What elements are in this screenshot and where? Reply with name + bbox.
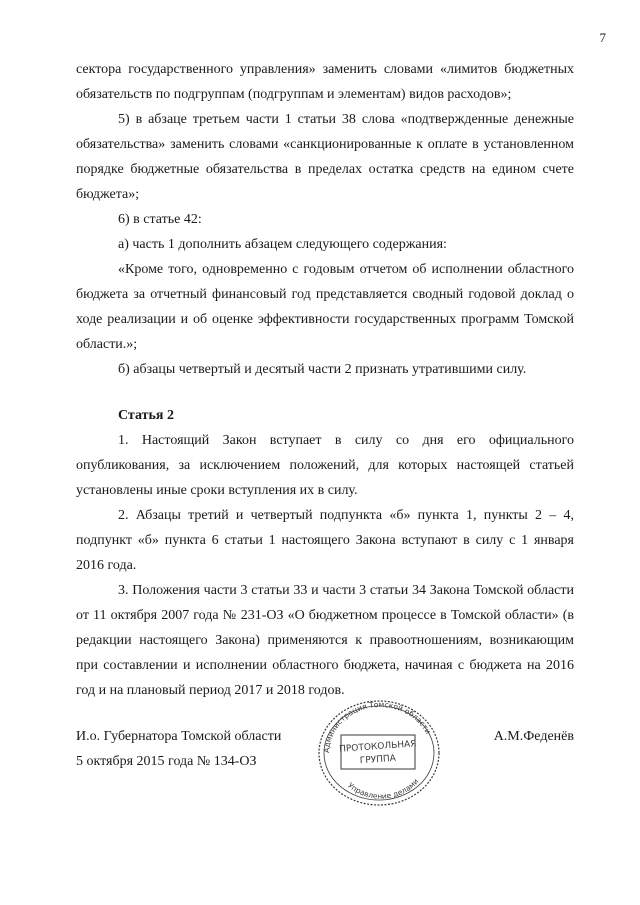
paragraph: 2. Абзацы третий и четвертый подпункта «б» пункта 1, пункты 2 – 4, подпункт «б» пункта 6 статьи 1 настоящего Закона вступают в силу с 1 января 2016 года. xyxy=(76,508,574,573)
paragraph: 1. Настоящий Закон вступает в силу со дня его официального опубликования, за исключением положений, для которых настоящей статьей установлены иные сроки вступления их в силу. xyxy=(76,433,574,498)
signatory-title: И.о. Губернатора Томской области xyxy=(76,729,282,744)
law-date-number: 5 октября 2015 года № 134-ОЗ xyxy=(76,754,257,769)
official-stamp xyxy=(313,697,443,807)
paragraph: а) часть 1 дополнить абзацем следующего содержания: xyxy=(118,237,447,252)
paragraph: 5) в абзаце третьем части 1 статьи 38 слова «подтвержденные денежные обязательства» заменить словами «санкционированные к оплате в установленном порядке бюджетные обязательства в пределах остатка средств на едином счете бюджета»; xyxy=(76,112,574,202)
paragraph: б) абзацы четвертый и десятый части 2 признать утратившими силу. xyxy=(118,362,527,377)
article-heading: Статья 2 xyxy=(118,408,174,423)
paragraph: 3. Положения части 3 статьи 33 и части 3 статьи 34 Закона Томской области от 11 октября 2007 года № 231-ОЗ «О бюджетном процессе в Томской области» (в редакции настоящего Закона) применяются к правоотношениям, возникающим при составлении и исполнении областного бюджета, начиная с бюджета на 2016 год и на плановый период 2017 и 2018 годов. xyxy=(76,583,574,698)
paragraph: сектора государственного управления» заменить словами «лимитов бюджетных обязательств по подгруппам (подгруппам и элементам) видов расходов»; xyxy=(76,62,574,102)
stamp-top-text: Администрация Томской области xyxy=(321,699,433,754)
paragraph: 6) в статье 42: xyxy=(118,212,202,227)
stamp-center-line-2: ГРУППА xyxy=(359,753,397,767)
signatory-name: А.М.Феденёв xyxy=(493,729,574,744)
document-body xyxy=(76,57,574,703)
stamp-center-line-1: ПРОТОКОЛЬНАЯ xyxy=(338,739,417,755)
signature-block xyxy=(76,724,281,774)
paragraph: «Кроме того, одновременно с годовым отчетом об исполнении областного бюджета за отчетный финансовый год представляется сводный годовой доклад о ходе реализации и об оценке эффективности государственных программ Томской области.»; xyxy=(76,262,574,352)
stamp-bottom-text: Управление делами xyxy=(346,776,421,801)
page-number: 7 xyxy=(599,30,606,45)
